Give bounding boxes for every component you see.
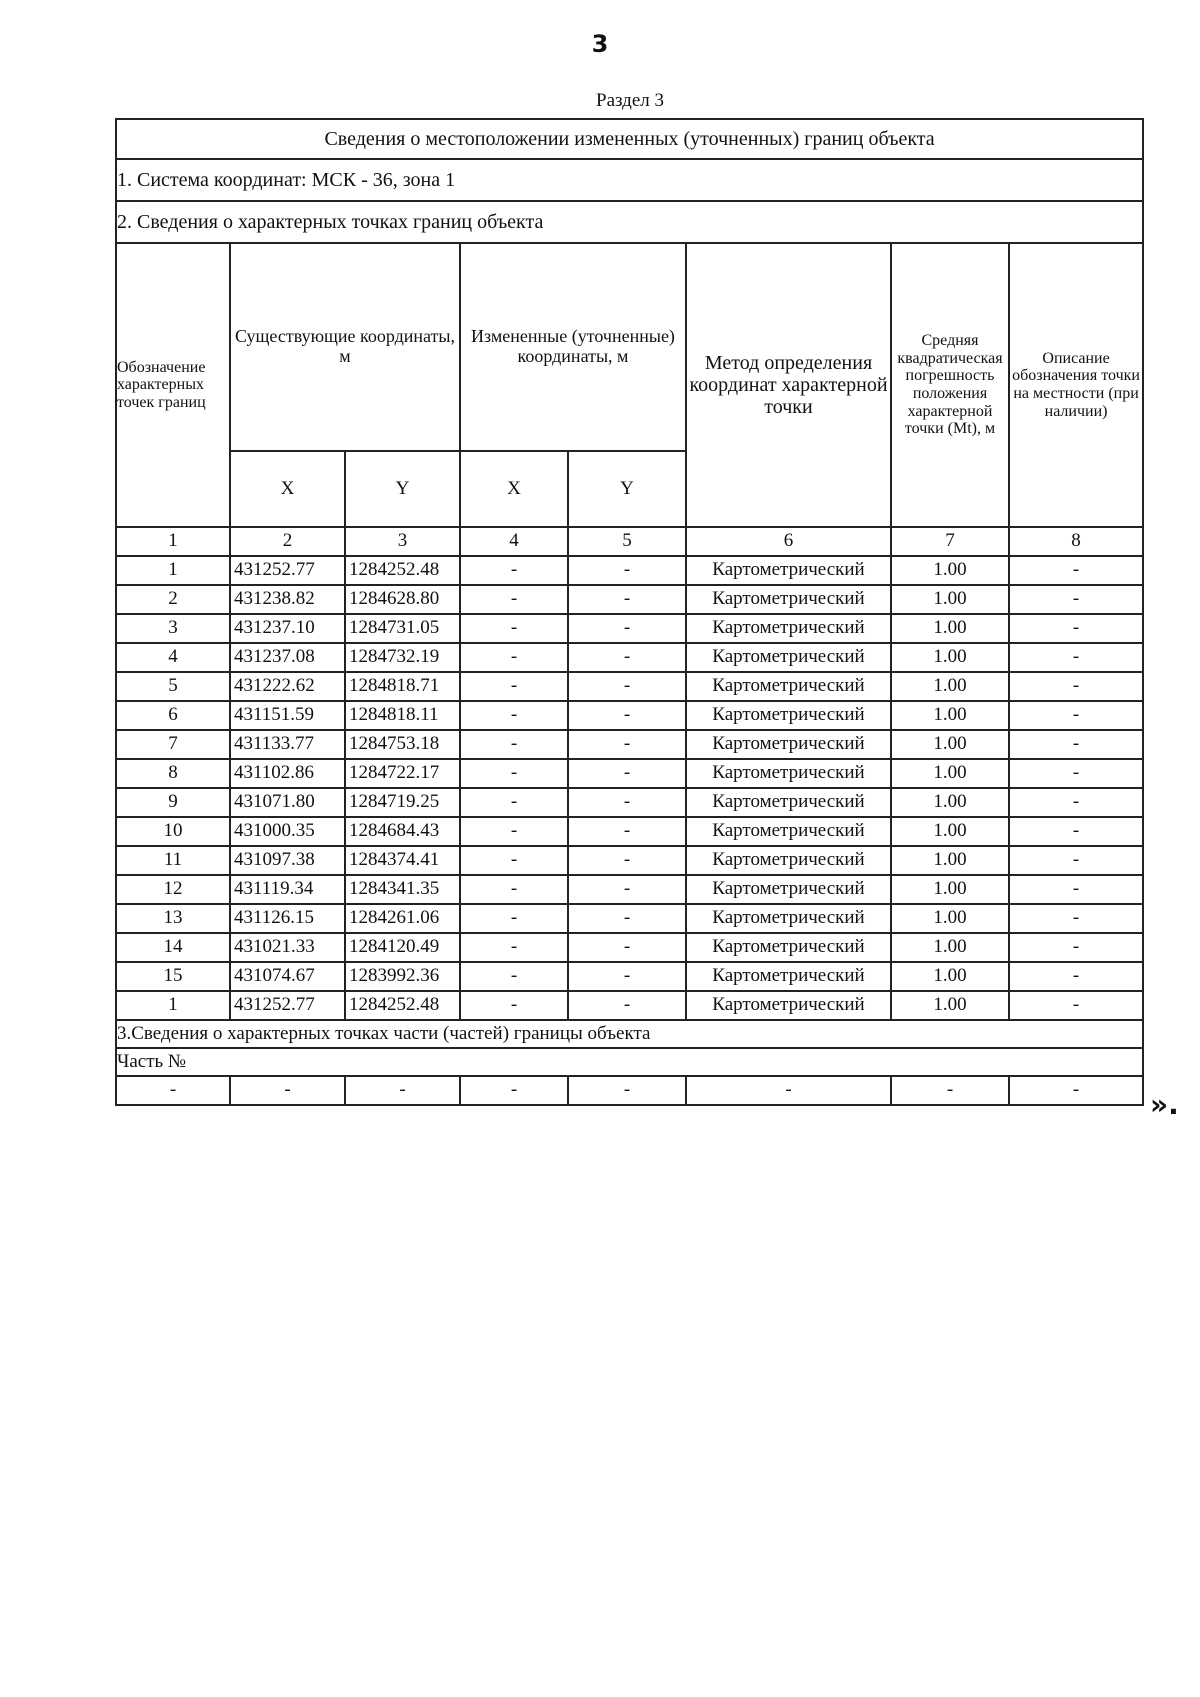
cell-mt: 1.00 bbox=[891, 846, 1009, 875]
cell-description: - bbox=[1009, 759, 1143, 788]
cell-x: 431097.38 bbox=[230, 846, 345, 875]
cell-method: Картометрический bbox=[686, 846, 891, 875]
cell-mt: 1.00 bbox=[891, 759, 1009, 788]
cell-y: 1284374.41 bbox=[345, 846, 460, 875]
cell-point: 14 bbox=[116, 933, 230, 962]
closing-quote: ». bbox=[1150, 1088, 1179, 1121]
cell-method: Картометрический bbox=[686, 991, 891, 1020]
table-row bbox=[116, 846, 1143, 875]
cell-description: - bbox=[1009, 701, 1143, 730]
cell-y-new: - bbox=[568, 672, 686, 701]
points-heading-row bbox=[116, 201, 1143, 243]
points-heading: 2. Сведения о характерных точках границ объекта bbox=[116, 201, 1143, 243]
column-number: 4 bbox=[460, 527, 568, 556]
cell-y-new: - bbox=[568, 556, 686, 585]
coordinate-system-row bbox=[116, 159, 1143, 201]
table-row bbox=[116, 788, 1143, 817]
cell-y-new: - bbox=[568, 788, 686, 817]
cell-method: Картометрический bbox=[686, 730, 891, 759]
header-description: Описание обозначения точки на местности (при наличии) bbox=[1009, 243, 1143, 527]
cell-description: - bbox=[1009, 730, 1143, 759]
cell-point: 2 bbox=[116, 585, 230, 614]
cell-point: 1 bbox=[116, 991, 230, 1020]
cell-x-new: - bbox=[460, 788, 568, 817]
column-number: 7 bbox=[891, 527, 1009, 556]
table-title-row bbox=[116, 119, 1143, 159]
coordinate-system: 1. Система координат: МСК - 36, зона 1 bbox=[116, 159, 1143, 201]
cell-description: - bbox=[1009, 991, 1143, 1020]
cell-x: 431252.77 bbox=[230, 991, 345, 1020]
cell-point: 15 bbox=[116, 962, 230, 991]
cell-method: Картометрический bbox=[686, 962, 891, 991]
cell-mt: 1.00 bbox=[891, 817, 1009, 846]
cell-x: 431237.10 bbox=[230, 614, 345, 643]
header-row bbox=[116, 243, 1143, 451]
header-y-changed: Y bbox=[568, 451, 686, 527]
cell-description: - bbox=[1009, 904, 1143, 933]
cell-y: 1284252.48 bbox=[345, 991, 460, 1020]
cell-x: 431074.67 bbox=[230, 962, 345, 991]
cell-mt: 1.00 bbox=[891, 556, 1009, 585]
cell-point: 9 bbox=[116, 788, 230, 817]
cell-y: 1284732.19 bbox=[345, 643, 460, 672]
header-method: Метод определения координат характерной точки bbox=[686, 243, 891, 527]
cell-x-new: - bbox=[460, 933, 568, 962]
table-cell: - bbox=[230, 1076, 345, 1105]
table-row bbox=[116, 730, 1143, 759]
cell-y: 1284731.05 bbox=[345, 614, 460, 643]
cell-x: 431252.77 bbox=[230, 556, 345, 585]
cell-method: Картометрический bbox=[686, 672, 891, 701]
cell-mt: 1.00 bbox=[891, 672, 1009, 701]
cell-x-new: - bbox=[460, 643, 568, 672]
cell-point: 10 bbox=[116, 817, 230, 846]
cell-y-new: - bbox=[568, 933, 686, 962]
table-row bbox=[116, 875, 1143, 904]
cell-description: - bbox=[1009, 933, 1143, 962]
cell-x-new: - bbox=[460, 672, 568, 701]
cell-y: 1284252.48 bbox=[345, 556, 460, 585]
cell-y-new: - bbox=[568, 643, 686, 672]
cell-y-new: - bbox=[568, 962, 686, 991]
cell-y-new: - bbox=[568, 730, 686, 759]
cell-x: 431102.86 bbox=[230, 759, 345, 788]
cell-mt: 1.00 bbox=[891, 643, 1009, 672]
cell-point: 3 bbox=[116, 614, 230, 643]
table-row bbox=[116, 614, 1143, 643]
cell-mt: 1.00 bbox=[891, 585, 1009, 614]
header-y-existing: Y bbox=[345, 451, 460, 527]
cell-y-new: - bbox=[568, 875, 686, 904]
table-cell: - bbox=[1009, 1076, 1143, 1105]
cell-x-new: - bbox=[460, 614, 568, 643]
cell-method: Картометрический bbox=[686, 643, 891, 672]
cell-y: 1284684.43 bbox=[345, 817, 460, 846]
table-row bbox=[116, 672, 1143, 701]
cell-x: 431237.08 bbox=[230, 643, 345, 672]
cell-description: - bbox=[1009, 846, 1143, 875]
table-row bbox=[116, 817, 1143, 846]
table-row bbox=[116, 933, 1143, 962]
cell-description: - bbox=[1009, 614, 1143, 643]
cell-method: Картометрический bbox=[686, 585, 891, 614]
cell-point: 6 bbox=[116, 701, 230, 730]
cell-mt: 1.00 bbox=[891, 701, 1009, 730]
cell-y: 1284818.11 bbox=[345, 701, 460, 730]
cell-method: Картометрический bbox=[686, 933, 891, 962]
column-number: 6 bbox=[686, 527, 891, 556]
header-changed-coords: Измененные (уточненные) координаты, м bbox=[460, 243, 686, 451]
cell-description: - bbox=[1009, 556, 1143, 585]
cell-mt: 1.00 bbox=[891, 933, 1009, 962]
cell-mt: 1.00 bbox=[891, 788, 1009, 817]
header-x-changed: X bbox=[460, 451, 568, 527]
table-cell: - bbox=[460, 1076, 568, 1105]
header-existing-coords: Существующие координаты, м bbox=[230, 243, 460, 451]
cell-description: - bbox=[1009, 817, 1143, 846]
section-label: Раздел 3 bbox=[596, 90, 664, 111]
header-x-existing: X bbox=[230, 451, 345, 527]
table-row bbox=[116, 556, 1143, 585]
cell-mt: 1.00 bbox=[891, 614, 1009, 643]
cell-y: 1284719.25 bbox=[345, 788, 460, 817]
cell-point: 13 bbox=[116, 904, 230, 933]
table-row bbox=[116, 991, 1143, 1020]
header-error: Средняя квадратическая погрешность положения характерной точки (Mt), м bbox=[891, 243, 1009, 527]
cell-x: 431133.77 bbox=[230, 730, 345, 759]
cell-point: 8 bbox=[116, 759, 230, 788]
cell-y-new: - bbox=[568, 701, 686, 730]
cell-x: 431238.82 bbox=[230, 585, 345, 614]
cell-description: - bbox=[1009, 788, 1143, 817]
table-row bbox=[116, 962, 1143, 991]
cell-y-new: - bbox=[568, 759, 686, 788]
cell-method: Картометрический bbox=[686, 556, 891, 585]
header-point: Обозначение характерных точек границ bbox=[116, 243, 230, 527]
cell-y: 1284722.17 bbox=[345, 759, 460, 788]
cell-point: 4 bbox=[116, 643, 230, 672]
cell-y-new: - bbox=[568, 846, 686, 875]
cell-point: 7 bbox=[116, 730, 230, 759]
cell-mt: 1.00 bbox=[891, 962, 1009, 991]
cell-x: 431021.33 bbox=[230, 933, 345, 962]
cell-x: 431222.62 bbox=[230, 672, 345, 701]
cell-mt: 1.00 bbox=[891, 730, 1009, 759]
cell-y-new: - bbox=[568, 614, 686, 643]
empty-part-row bbox=[116, 1076, 1143, 1105]
table-row bbox=[116, 759, 1143, 788]
cell-description: - bbox=[1009, 585, 1143, 614]
cell-description: - bbox=[1009, 962, 1143, 991]
table-row bbox=[116, 701, 1143, 730]
coordinates-table bbox=[115, 118, 1144, 1106]
parts-heading-row bbox=[116, 1020, 1143, 1048]
column-number: 8 bbox=[1009, 527, 1143, 556]
cell-x-new: - bbox=[460, 991, 568, 1020]
cell-x-new: - bbox=[460, 701, 568, 730]
column-numbers-row bbox=[116, 527, 1143, 556]
cell-y: 1284261.06 bbox=[345, 904, 460, 933]
cell-x-new: - bbox=[460, 846, 568, 875]
cell-point: 11 bbox=[116, 846, 230, 875]
cell-x-new: - bbox=[460, 904, 568, 933]
cell-y: 1284628.80 bbox=[345, 585, 460, 614]
cell-mt: 1.00 bbox=[891, 875, 1009, 904]
cell-point: 1 bbox=[116, 556, 230, 585]
part-label: Часть № bbox=[116, 1048, 1143, 1076]
page-number: 3 bbox=[591, 30, 609, 58]
table-row bbox=[116, 904, 1143, 933]
table-cell: - bbox=[345, 1076, 460, 1105]
cell-y-new: - bbox=[568, 991, 686, 1020]
cell-x: 431000.35 bbox=[230, 817, 345, 846]
table-row bbox=[116, 585, 1143, 614]
cell-method: Картометрический bbox=[686, 701, 891, 730]
cell-x: 431119.34 bbox=[230, 875, 345, 904]
table-cell: - bbox=[568, 1076, 686, 1105]
cell-x: 431126.15 bbox=[230, 904, 345, 933]
cell-x-new: - bbox=[460, 817, 568, 846]
cell-point: 12 bbox=[116, 875, 230, 904]
column-number: 2 bbox=[230, 527, 345, 556]
table-cell: - bbox=[891, 1076, 1009, 1105]
cell-method: Картометрический bbox=[686, 904, 891, 933]
cell-x: 431151.59 bbox=[230, 701, 345, 730]
cell-y-new: - bbox=[568, 817, 686, 846]
data-rows bbox=[116, 556, 1143, 1020]
parts-heading: 3.Сведения о характерных точках части (частей) границы объекта bbox=[116, 1020, 1143, 1048]
cell-method: Картометрический bbox=[686, 875, 891, 904]
cell-y: 1283992.36 bbox=[345, 962, 460, 991]
cell-mt: 1.00 bbox=[891, 904, 1009, 933]
cell-method: Картометрический bbox=[686, 759, 891, 788]
cell-point: 5 bbox=[116, 672, 230, 701]
cell-method: Картометрический bbox=[686, 817, 891, 846]
cell-description: - bbox=[1009, 875, 1143, 904]
cell-x-new: - bbox=[460, 585, 568, 614]
cell-method: Картометрический bbox=[686, 788, 891, 817]
column-number: 1 bbox=[116, 527, 230, 556]
table-cell: - bbox=[686, 1076, 891, 1105]
cell-x-new: - bbox=[460, 759, 568, 788]
part-row bbox=[116, 1048, 1143, 1076]
cell-x: 431071.80 bbox=[230, 788, 345, 817]
cell-method: Картометрический bbox=[686, 614, 891, 643]
cell-y: 1284818.71 bbox=[345, 672, 460, 701]
cell-y: 1284341.35 bbox=[345, 875, 460, 904]
cell-description: - bbox=[1009, 672, 1143, 701]
table-row bbox=[116, 643, 1143, 672]
cell-x-new: - bbox=[460, 730, 568, 759]
cell-y: 1284753.18 bbox=[345, 730, 460, 759]
cell-y: 1284120.49 bbox=[345, 933, 460, 962]
cell-x-new: - bbox=[460, 962, 568, 991]
column-number: 5 bbox=[568, 527, 686, 556]
column-number: 3 bbox=[345, 527, 460, 556]
cell-description: - bbox=[1009, 643, 1143, 672]
cell-x-new: - bbox=[460, 875, 568, 904]
cell-y-new: - bbox=[568, 904, 686, 933]
cell-y-new: - bbox=[568, 585, 686, 614]
table-title: Сведения о местоположении измененных (уточненных) границ объекта bbox=[116, 119, 1143, 159]
table-cell: - bbox=[116, 1076, 230, 1105]
cell-mt: 1.00 bbox=[891, 991, 1009, 1020]
cell-x-new: - bbox=[460, 556, 568, 585]
